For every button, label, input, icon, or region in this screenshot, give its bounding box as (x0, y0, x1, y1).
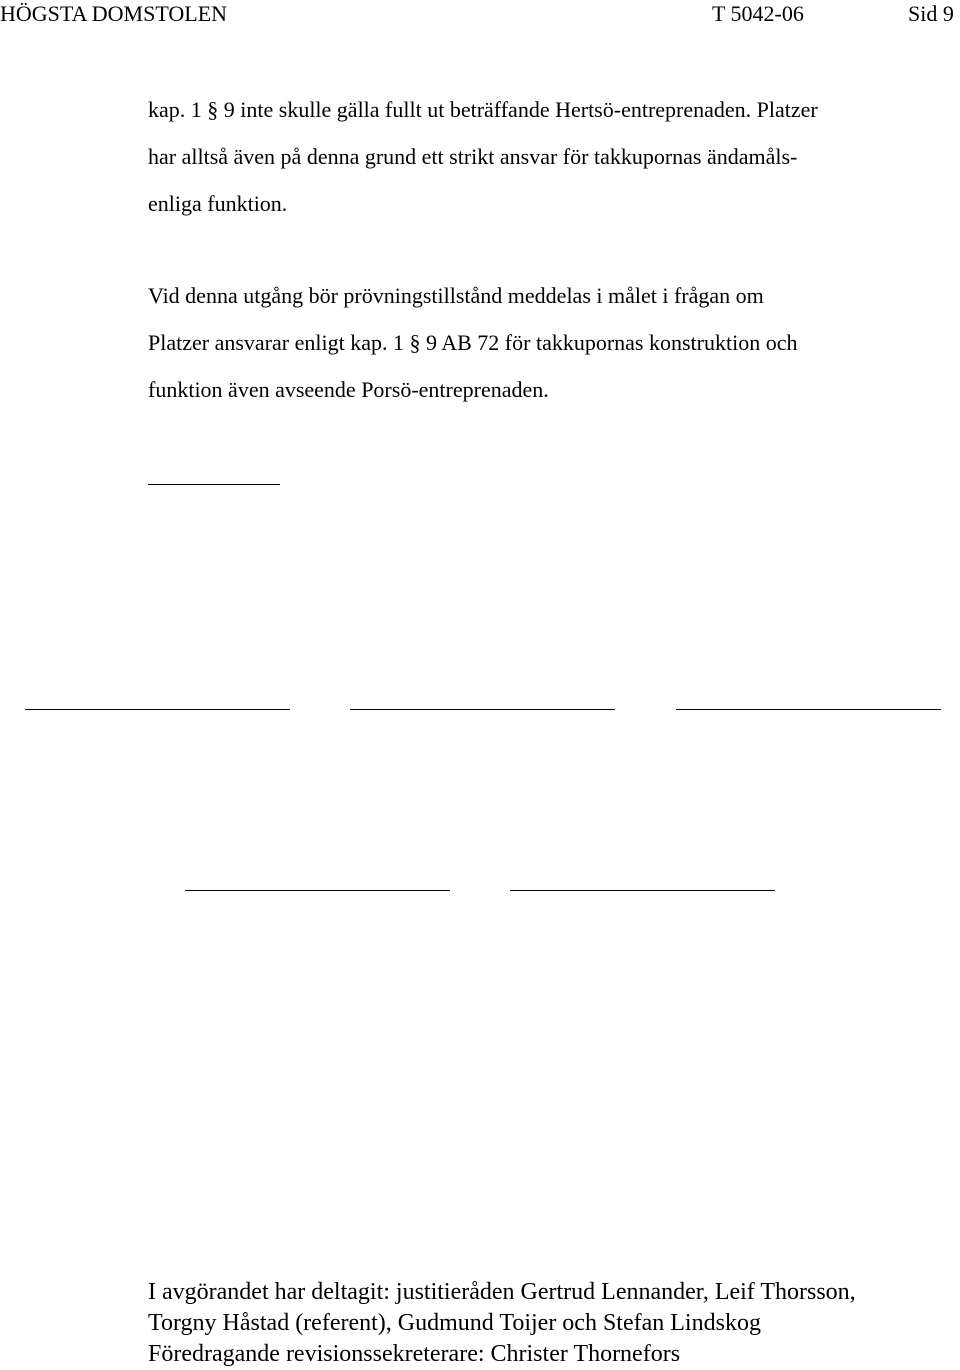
case-number: T 5042-06 (712, 1, 804, 26)
signature-line (185, 890, 450, 891)
paragraph-line: enliga funktion. (148, 191, 288, 216)
signature-line (350, 709, 615, 710)
footer-line: Föredragande revisionssekreterare: Christer Thornefors (148, 1341, 681, 1367)
paragraph-line: funktion även avseende Porsö-entreprenaden. (148, 377, 549, 402)
court-name: HÖGSTA DOMSTOLEN (0, 1, 228, 26)
signature-line (25, 709, 290, 710)
section-divider (148, 484, 280, 485)
paragraph-line: Platzer ansvarar enligt kap. 1 § 9 AB 72 för takkupornas konstruktion och (148, 330, 798, 355)
paragraph-1 (148, 86, 948, 227)
footer-line: I avgörandet har deltagit: justitieråden Gertrud Lennander, Leif Thorsson, (148, 1279, 856, 1305)
paragraph-line: kap. 1 § 9 inte skulle gälla fullt ut beträffande Hertsö-entreprenaden. Platzer (148, 97, 818, 122)
page-number: Sid 9 (908, 1, 954, 26)
paragraph-line: har alltså även på denna grund ett strikt ansvar för takkupornas ändamåls- (148, 144, 798, 169)
signature-line (676, 709, 941, 710)
footer-line: Torgny Håstad (referent), Gudmund Toijer och Stefan Lindskog (148, 1310, 761, 1336)
paragraph-2 (148, 272, 948, 413)
signature-line (510, 890, 775, 891)
paragraph-line: Vid denna utgång bör prövningstillstånd meddelas i målet i frågan om (148, 283, 764, 308)
participants-footer (148, 1277, 948, 1370)
